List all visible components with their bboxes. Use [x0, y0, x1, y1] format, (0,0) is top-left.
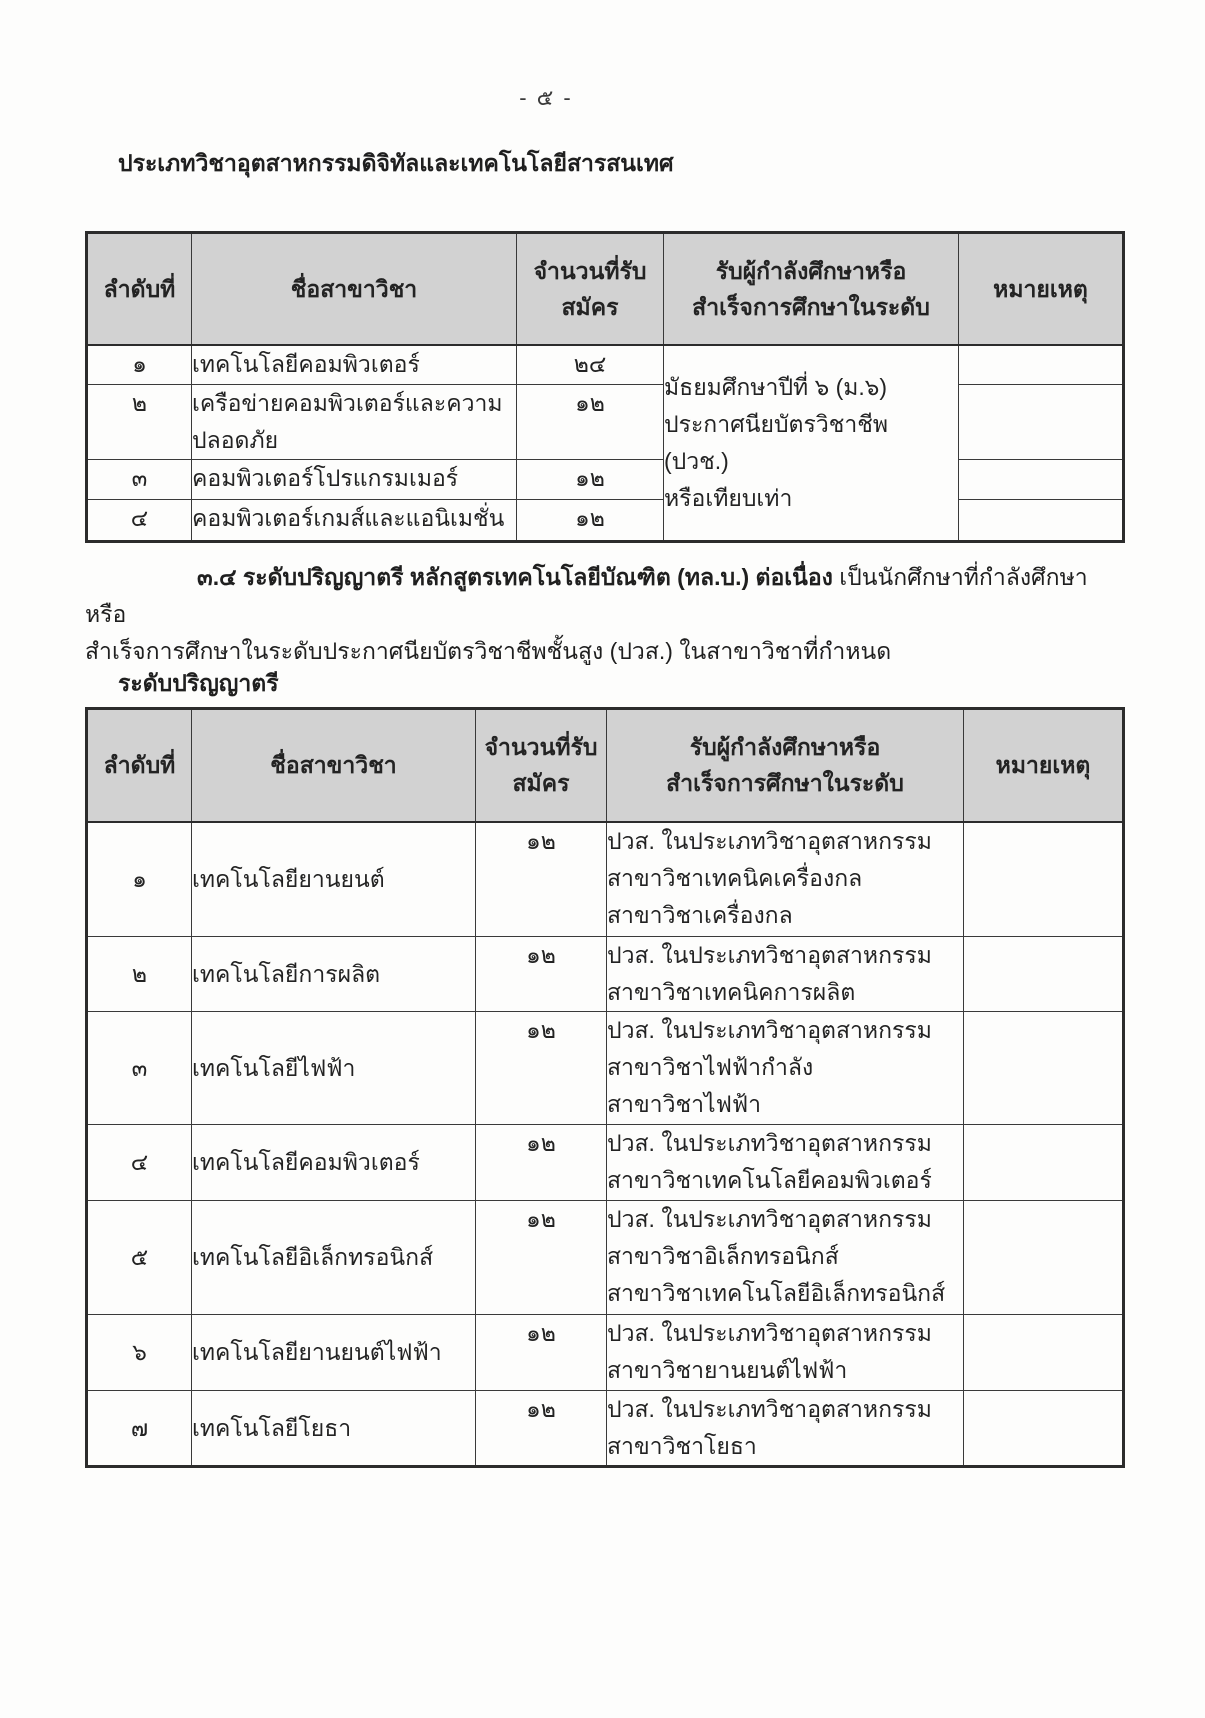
row-no: ๔	[87, 500, 192, 542]
table-bachelor-degree	[85, 707, 1125, 1468]
cell-line: สาขาวิชาไฟฟ้า	[607, 1091, 762, 1117]
col-header-remark: หมายเหตุ	[964, 709, 1124, 822]
cell-line: ปวส. ในประเภทวิชาอุตสาหกรรม	[607, 1130, 932, 1156]
table-row	[87, 937, 1124, 1012]
col-header-name: ชื่อสาขาวิชา	[192, 709, 476, 822]
quota-value: ๑๒	[476, 937, 607, 1012]
cell-line: จำนวนที่รับ	[533, 257, 647, 284]
clause-3-4	[85, 559, 1131, 670]
clause-3-4-lead: ๓.๔ ระดับปริญญาตรี หลักสูตรเทคโนโลยีบัณฑิต (ทล.บ.) ต่อเนื่อง	[197, 564, 833, 590]
quota-value: ๒๔	[517, 345, 664, 385]
cell-line: ประกาศนียบัตรวิชาชีพ (ปวช.)	[664, 410, 889, 474]
quota-value: ๑๒	[517, 500, 664, 542]
cell-line: สาขาวิชายานยนต์ไฟฟ้า	[607, 1357, 848, 1383]
remark-cell-empty	[959, 345, 1124, 385]
quota-value: ๑๒	[517, 385, 664, 460]
cell-line: สาขาวิชาเทคนิคการผลิต	[607, 979, 856, 1005]
cell-line: หรือเทียบเท่า	[664, 484, 793, 511]
remark-cell-empty	[959, 385, 1124, 460]
row-no: ๓	[87, 460, 192, 500]
table-header-row	[87, 709, 1124, 822]
entry-level	[607, 937, 964, 1012]
quota-value: ๑๒	[476, 822, 607, 937]
col-header-quota	[476, 709, 607, 822]
col-header-no: ลำดับที่	[87, 233, 192, 345]
row-no: ๔	[87, 1125, 192, 1201]
remark-cell-empty	[959, 460, 1124, 500]
row-no: ๗	[87, 1391, 192, 1467]
section-heading-bachelor: ระดับปริญญาตรี	[118, 670, 279, 696]
cell-line: ปวส. ในประเภทวิชาอุตสาหกรรม	[607, 942, 932, 968]
program-name: เทคโนโลยีโยธา	[192, 1391, 476, 1467]
cell-line: ปวส. ในประเภทวิชาอุตสาหกรรม	[607, 1206, 932, 1232]
table-row	[87, 1391, 1124, 1467]
cell-line: สาขาวิชาโยธา	[607, 1433, 757, 1459]
table-row	[87, 460, 1124, 500]
program-name: คอมพิวเตอร์เกมส์และแอนิเมชั่น	[192, 500, 517, 542]
cell-line: ปวส. ในประเภทวิชาอุตสาหกรรม	[607, 827, 932, 854]
cell-line: สำเร็จการศึกษาในระดับ	[666, 770, 904, 797]
program-name: คอมพิวเตอร์โปรแกรมเมอร์	[192, 460, 517, 500]
program-name: เทคโนโลยีคอมพิวเตอร์	[192, 1125, 476, 1201]
cell-line: จำนวนที่รับ	[484, 734, 598, 761]
cell-line: สาขาวิชาไฟฟ้ากำลัง	[607, 1054, 814, 1080]
remark-cell-empty	[964, 1012, 1124, 1125]
cell-line: สาขาวิชาเทคโนโลยีอิเล็กทรอนิกส์	[607, 1280, 946, 1306]
program-name: เทคโนโลยียานยนต์ไฟฟ้า	[192, 1315, 476, 1391]
table-row	[87, 385, 1124, 460]
remark-cell-empty	[959, 500, 1124, 542]
cell-line: สาขาวิชาเครื่องกล	[607, 901, 793, 928]
table-row	[87, 345, 1124, 385]
program-name: เทคโนโลยีไฟฟ้า	[192, 1012, 476, 1125]
cell-line: เครือข่ายคอมพิวเตอร์และความ	[192, 390, 503, 416]
quota-value: ๑๒	[476, 1391, 607, 1467]
entry-level	[607, 1125, 964, 1201]
row-no: ๒	[87, 385, 192, 460]
table-row	[87, 500, 1124, 542]
cell-line: ปวส. ในประเภทวิชาอุตสาหกรรม	[607, 1017, 932, 1043]
cell-line: รับผู้กำลังศึกษาหรือ	[689, 734, 881, 761]
quota-value: ๑๒	[476, 1012, 607, 1125]
remark-cell-empty	[964, 937, 1124, 1012]
col-header-remark: หมายเหตุ	[959, 233, 1124, 345]
col-header-level	[607, 709, 964, 822]
program-name: เทคโนโลยีคอมพิวเตอร์	[192, 345, 517, 385]
col-header-no: ลำดับที่	[87, 709, 192, 822]
entry-level	[607, 1201, 964, 1315]
cell-line: สมัคร	[512, 770, 570, 797]
clause-3-4-line2: สำเร็จการศึกษาในระดับประกาศนียบัตรวิชาชีพชั้นสูง (ปวส.) ในสาขาวิชาที่กำหนด	[85, 638, 892, 664]
table-row	[87, 1012, 1124, 1125]
quota-value: ๑๒	[476, 1315, 607, 1391]
entry-level-merged	[664, 345, 959, 542]
remark-cell-empty	[964, 1315, 1124, 1391]
cell-line: มัธยมศึกษาปีที่ ๖ (ม.๖)	[664, 373, 888, 400]
row-no: ๕	[87, 1201, 192, 1315]
quota-value: ๑๒	[476, 1201, 607, 1315]
table-row	[87, 1315, 1124, 1391]
entry-level	[607, 822, 964, 937]
remark-cell-empty	[964, 822, 1124, 937]
cell-line: สาขาวิชาอิเล็กทรอนิกส์	[607, 1243, 839, 1269]
entry-level	[607, 1315, 964, 1391]
remark-cell-empty	[964, 1391, 1124, 1467]
table-digital-industry	[85, 231, 1125, 543]
cell-line: สมัคร	[561, 293, 619, 320]
remark-cell-empty	[964, 1201, 1124, 1315]
program-name	[192, 385, 517, 460]
program-name: เทคโนโลยียานยนต์	[192, 822, 476, 937]
remark-cell-empty	[964, 1125, 1124, 1201]
row-no: ๖	[87, 1315, 192, 1391]
table-row	[87, 822, 1124, 937]
table-row	[87, 1125, 1124, 1201]
program-name: เทคโนโลยีการผลิต	[192, 937, 476, 1012]
row-no: ๒	[87, 937, 192, 1012]
col-header-quota	[517, 233, 664, 345]
cell-line: สำเร็จการศึกษาในระดับ	[692, 293, 930, 320]
clause-3-4-text: เป็นนักศึกษาที่กำลังศึกษา หรือ	[85, 564, 1088, 627]
program-name: เทคโนโลยีอิเล็กทรอนิกส์	[192, 1201, 476, 1315]
page-number: - ๕ -	[519, 85, 573, 110]
row-no: ๑	[87, 345, 192, 385]
quota-value: ๑๒	[476, 1125, 607, 1201]
cell-line: สาขาวิชาเทคนิคเครื่องกล	[607, 864, 863, 891]
section-heading-digital: ประเภทวิชาอุตสาหกรรมดิจิทัลและเทคโนโลยีสารสนเทศ	[118, 150, 674, 176]
col-header-level	[664, 233, 959, 345]
table-row	[87, 1201, 1124, 1315]
cell-line: ปลอดภัย	[192, 427, 279, 453]
quota-value: ๑๒	[517, 460, 664, 500]
cell-line: สาขาวิชาเทคโนโลยีคอมพิวเตอร์	[607, 1167, 932, 1193]
row-no: ๑	[87, 822, 192, 937]
entry-level	[607, 1391, 964, 1467]
cell-line: ปวส. ในประเภทวิชาอุตสาหกรรม	[607, 1320, 932, 1346]
col-header-name: ชื่อสาขาวิชา	[192, 233, 517, 345]
table-header-row	[87, 233, 1124, 345]
cell-line: ปวส. ในประเภทวิชาอุตสาหกรรม	[607, 1396, 932, 1422]
entry-level	[607, 1012, 964, 1125]
cell-line: รับผู้กำลังศึกษาหรือ	[715, 257, 907, 284]
row-no: ๓	[87, 1012, 192, 1125]
